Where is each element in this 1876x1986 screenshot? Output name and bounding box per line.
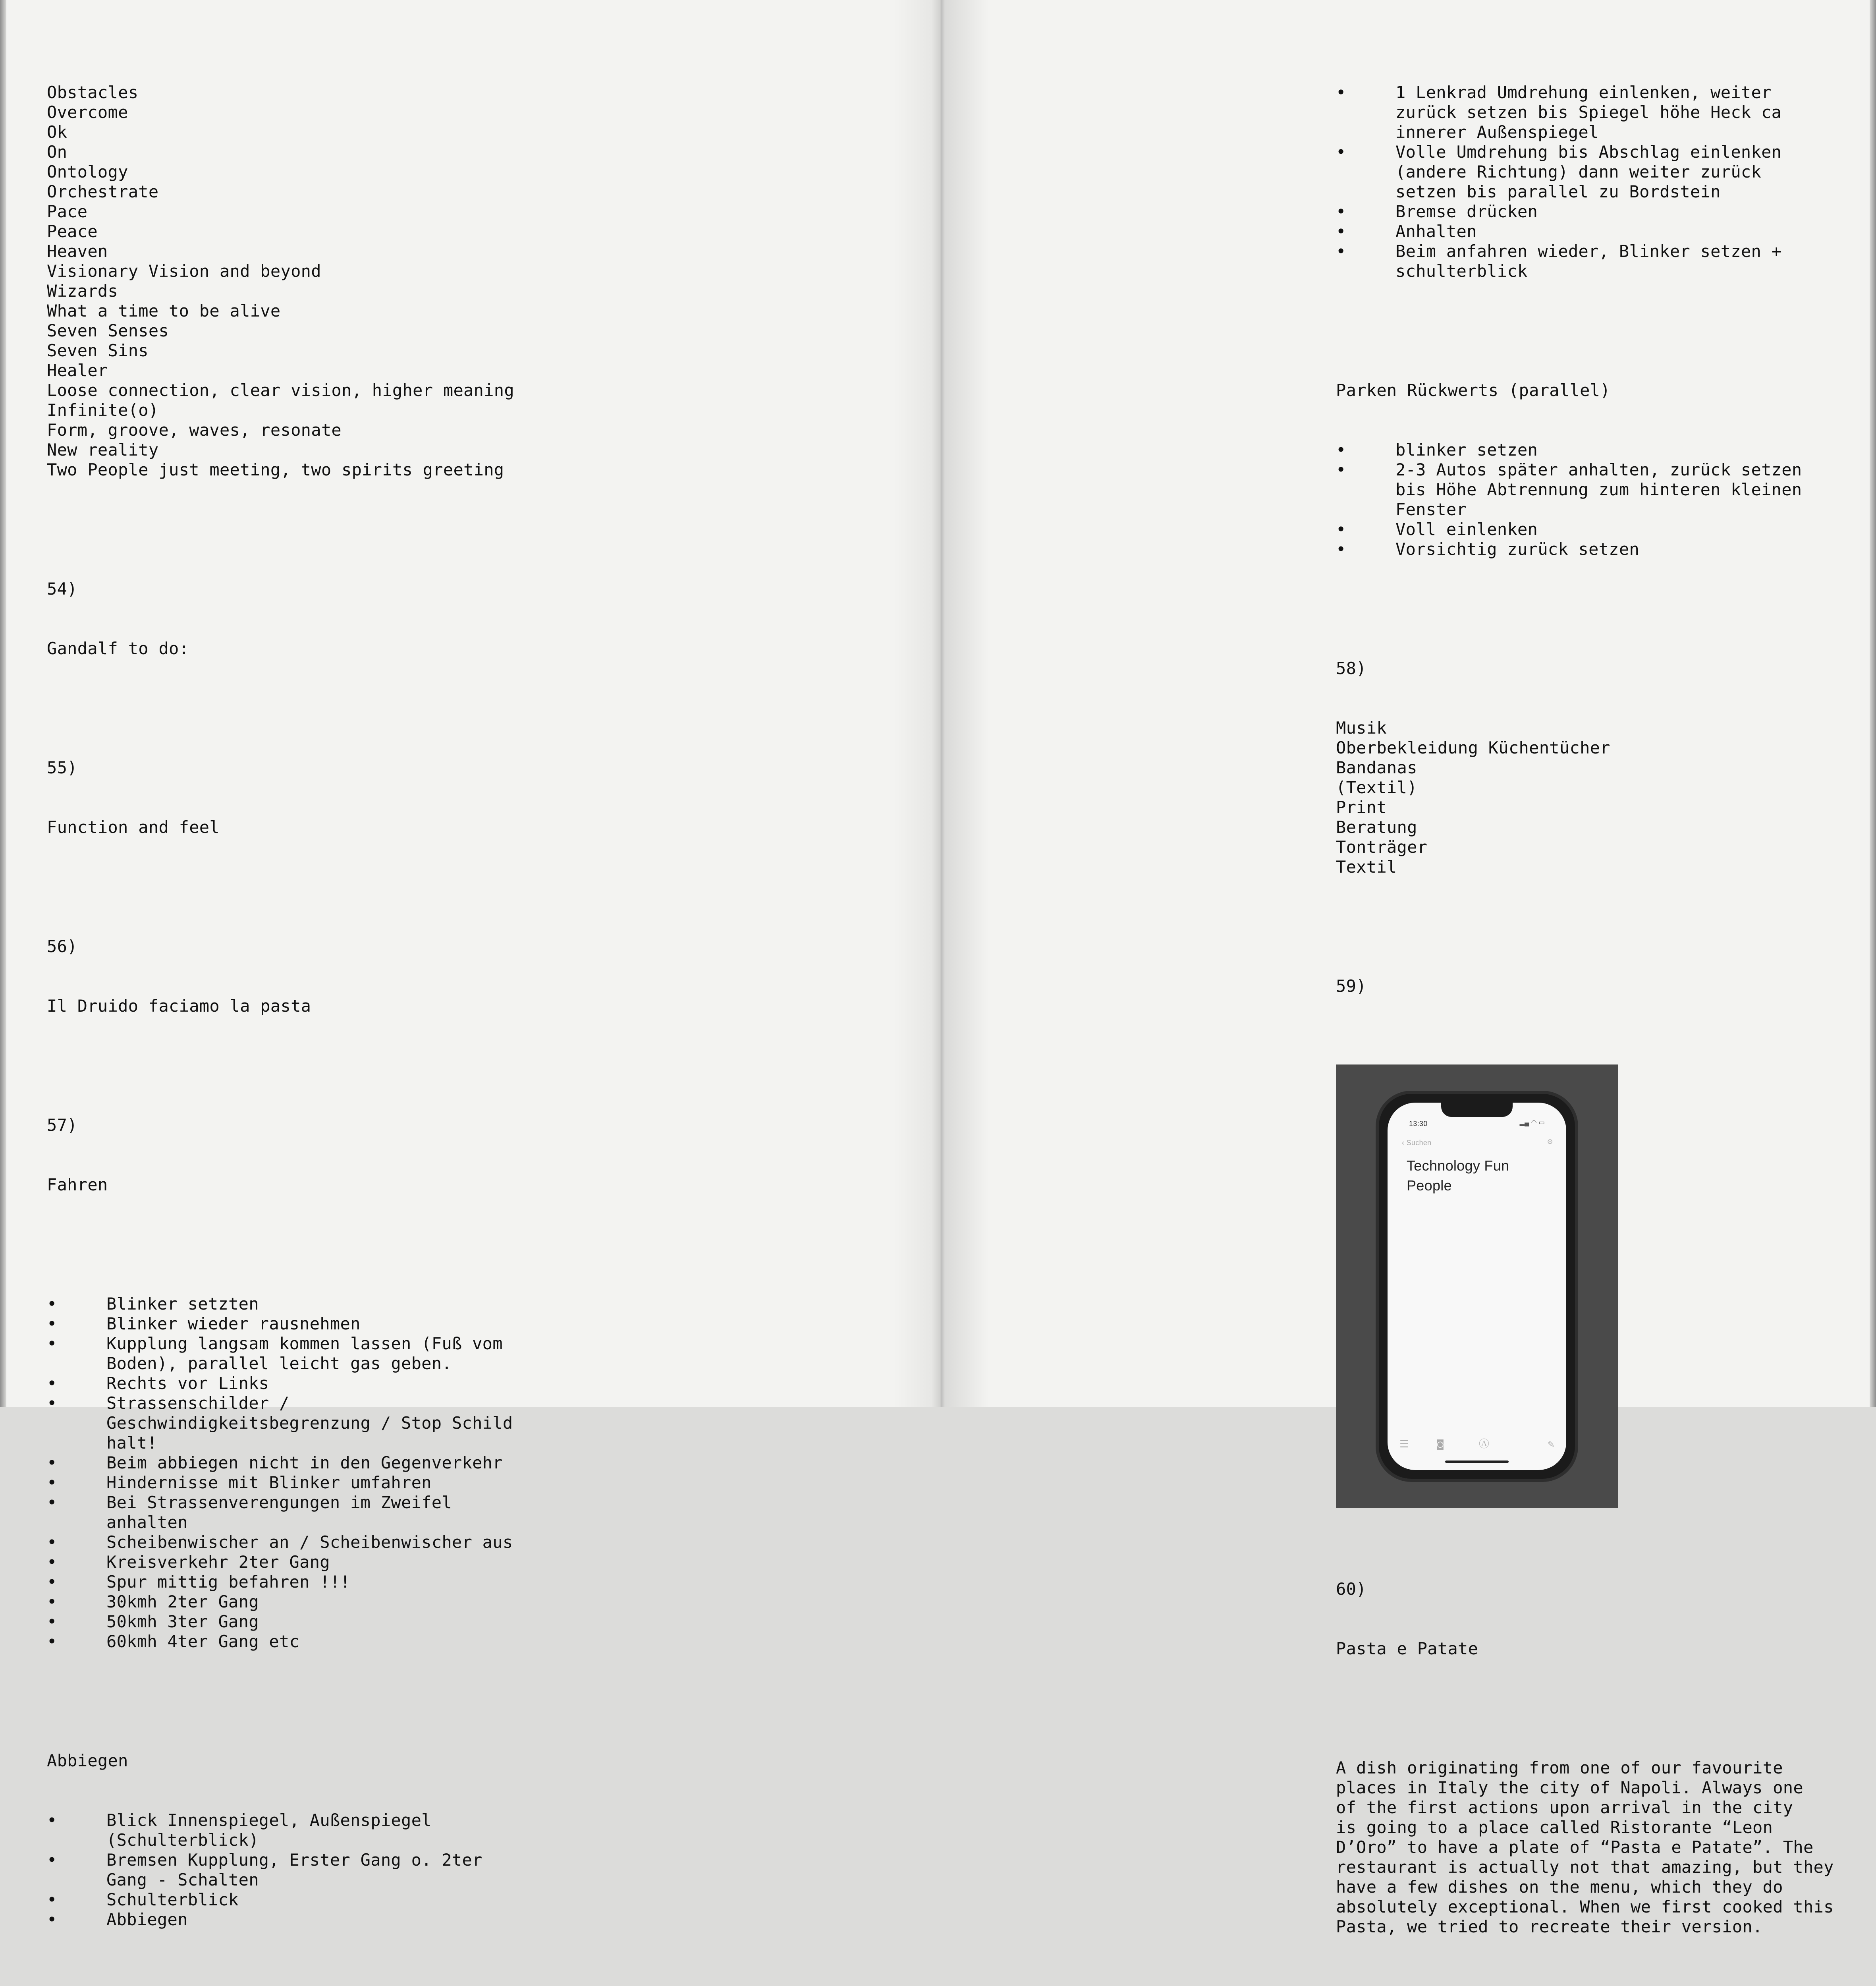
- bullet-icon: •: [1336, 222, 1346, 241]
- bullet-text: Beim abbiegen nicht in den Gegenverkehr: [106, 1453, 503, 1472]
- bullet-item: [47, 1632, 523, 1652]
- bullet-text: Vorsichtig zurück setzen: [1395, 539, 1640, 559]
- list-item: Visionary Vision and beyond: [47, 261, 321, 281]
- bullet-text: blinker setzen: [1395, 440, 1538, 460]
- bullet-item: [47, 1810, 523, 1850]
- bullet-icon: •: [1336, 202, 1346, 221]
- bullet-text: Scheibenwischer an / Scheibenwischer aus: [106, 1532, 513, 1552]
- back-link: [1402, 1133, 1431, 1153]
- section-text: Gandalf to do:: [47, 639, 189, 658]
- list-item: Beratung: [1336, 817, 1417, 837]
- list-item: Wizards: [47, 281, 118, 301]
- list-item: Two People just meeting, two spirits greeting: [47, 460, 504, 479]
- bullet-icon: •: [47, 1374, 57, 1393]
- section-number: 54): [47, 579, 77, 599]
- bullet-item: [47, 1850, 523, 1890]
- bullet-item: [47, 1334, 523, 1374]
- bullet-icon: •: [1336, 440, 1346, 460]
- bullet-text: Strassenschilder /: [106, 1393, 290, 1413]
- list-item: Loose connection, clear vision, higher meaning: [47, 381, 514, 400]
- bullet-item: [47, 1374, 523, 1393]
- bullet-text: Gang - Schalten: [106, 1870, 259, 1889]
- bullet-item: [47, 1592, 523, 1612]
- note-line: Technology Fun: [1407, 1157, 1509, 1174]
- bullet-icon: •: [47, 1393, 57, 1413]
- list-item: Healer: [47, 361, 108, 380]
- list-item: Obstacles: [47, 83, 139, 102]
- signal-wifi-battery-icon: ▂▄ ◠ ▭: [1519, 1119, 1545, 1126]
- bullet-icon: •: [47, 1552, 57, 1572]
- bullet-text: Blinker setzten: [106, 1294, 259, 1314]
- bullet-text: Bremsen Kupplung, Erster Gang o. 2ter: [106, 1850, 483, 1870]
- more-icon: ⊙: [1547, 1137, 1553, 1147]
- bullet-item: [1336, 241, 1834, 281]
- bullet-icon: •: [47, 1632, 57, 1651]
- section-number: 56): [47, 937, 77, 956]
- right-page-text: [1336, 43, 1834, 1976]
- bullet-text: Geschwindigkeitsbegrenzung / Stop Schild: [106, 1413, 513, 1433]
- paragraph-line: restaurant is actually not that amazing, but they: [1336, 1857, 1834, 1877]
- phone-photo: [1336, 1064, 1618, 1508]
- left-page-edge: [0, 0, 6, 1407]
- list-item: (Textil): [1336, 778, 1417, 797]
- note-text: [1407, 1156, 1509, 1196]
- bullet-icon: •: [47, 1294, 57, 1314]
- bullet-icon: •: [47, 1612, 57, 1631]
- bullet-icon: •: [47, 1572, 57, 1592]
- home-indicator: [1445, 1461, 1509, 1463]
- smartphone: [1376, 1091, 1578, 1482]
- list-item: Print: [1336, 798, 1387, 817]
- bullet-item: [1336, 460, 1834, 520]
- list-item: New reality: [47, 440, 159, 460]
- bullet-icon: •: [1336, 142, 1346, 162]
- bullet-list-parken-rueckwerts: [1336, 440, 1834, 559]
- section-text: Function and feel: [47, 817, 220, 837]
- bullet-item: [47, 1393, 523, 1453]
- intro-list: [47, 83, 523, 480]
- list-item: Ok: [47, 122, 68, 142]
- paragraph-line: of the first actions upon arrival in the city: [1336, 1798, 1793, 1817]
- bullet-text: Volle Umdrehung bis Abschlag einlenken: [1395, 142, 1782, 162]
- bullet-icon: •: [47, 1334, 57, 1353]
- bullet-text: 60kmh 4ter Gang etc: [106, 1632, 300, 1651]
- list-item: Tonträger: [1336, 837, 1428, 857]
- bullet-item: [1336, 539, 1834, 559]
- list-item: Oberbekleidung Küchentücher: [1336, 738, 1610, 757]
- bullet-text: Abbiegen: [106, 1910, 188, 1929]
- paragraph-line: absolutely exceptional. When we first cooked this: [1336, 1897, 1834, 1916]
- left-page-text: [47, 43, 523, 1986]
- section-number: 60): [1336, 1579, 1366, 1599]
- bullet-item: [47, 1572, 523, 1592]
- bullet-text: 1 Lenkrad Umdrehung einlenken, weiter: [1395, 83, 1772, 102]
- bullet-item: [1336, 222, 1834, 241]
- bullet-item: [1336, 142, 1834, 202]
- bullet-text: anhalten: [106, 1513, 188, 1532]
- book-gutter: [894, 0, 989, 1407]
- list-item: Form, groove, waves, resonate: [47, 420, 342, 440]
- bullet-item: [1336, 83, 1834, 142]
- bullet-text: Bremse drücken: [1395, 202, 1538, 221]
- bullet-text: Spur mittig befahren !!!: [106, 1572, 351, 1592]
- bullet-item: [47, 1473, 523, 1493]
- paragraph-line: places in Italy the city of Napoli. Always one: [1336, 1778, 1803, 1797]
- list-item: Peace: [47, 222, 98, 241]
- list-item: Seven Senses: [47, 321, 169, 340]
- section-58-lines: [1336, 718, 1834, 877]
- list-item: Overcome: [47, 102, 128, 122]
- bullet-icon: •: [47, 1850, 57, 1870]
- bullet-icon: •: [1336, 460, 1346, 479]
- status-time: 13:30: [1409, 1120, 1428, 1128]
- section-text: Il Druido faciamo la pasta: [47, 996, 311, 1016]
- list-item: Pace: [47, 202, 88, 221]
- back-label: Suchen: [1406, 1139, 1432, 1147]
- bullet-text: (Schulterblick): [106, 1830, 259, 1850]
- section-number: 55): [47, 758, 77, 777]
- list-item: Textil: [1336, 857, 1397, 877]
- list-item: Seven Sins: [47, 341, 149, 360]
- section-number: 58): [1336, 659, 1366, 678]
- bullet-icon: •: [47, 1890, 57, 1909]
- bullet-item: [1336, 202, 1834, 222]
- bullet-icon: •: [47, 1493, 57, 1512]
- bullet-text: Blick Innenspiegel, Außenspiegel: [106, 1810, 432, 1830]
- list-item: Orchestrate: [47, 182, 159, 201]
- bullet-item: [47, 1552, 523, 1572]
- bullet-text: 30kmh 2ter Gang: [106, 1592, 259, 1611]
- phone-screen: [1388, 1103, 1566, 1470]
- bullet-text: Fenster: [1395, 500, 1467, 519]
- bullet-item: [47, 1314, 523, 1334]
- bullet-text: innerer Außenspiegel: [1395, 122, 1599, 142]
- bullet-text: Blinker wieder rausnehmen: [106, 1314, 361, 1333]
- bullet-text: (andere Richtung) dann weiter zurück: [1395, 162, 1762, 182]
- list-item: Musik: [1336, 718, 1387, 738]
- bullet-text: setzen bis parallel zu Bordstein: [1395, 182, 1721, 201]
- camera-icon: ◙: [1437, 1438, 1444, 1450]
- bullet-text: Voll einlenken: [1395, 520, 1538, 539]
- bullet-text: 2-3 Autos später anhalten, zurück setzen: [1395, 460, 1802, 479]
- right-page-edge: [1870, 0, 1876, 1407]
- section-title: Fahren: [47, 1175, 108, 1194]
- list-item: Bandanas: [1336, 758, 1417, 777]
- bullet-item: [47, 1453, 523, 1473]
- phone-notch: [1441, 1103, 1513, 1117]
- bullet-text: Rechts vor Links: [106, 1374, 269, 1393]
- bullet-text: Beim anfahren wieder, Blinker setzen +: [1395, 241, 1782, 261]
- bullet-item: [47, 1910, 523, 1930]
- bullet-icon: •: [47, 1592, 57, 1611]
- paragraph-line: is going to a place called Ristorante “Leon: [1336, 1818, 1773, 1837]
- notes-toolbar: [1399, 1434, 1554, 1450]
- bullet-text: schulterblick: [1395, 261, 1528, 281]
- bullet-item: [47, 1532, 523, 1552]
- bullet-item: [1336, 520, 1834, 539]
- list-item: What a time to be alive: [47, 301, 281, 321]
- bullet-icon: •: [47, 1910, 57, 1929]
- bullet-icon: •: [47, 1532, 57, 1552]
- bullet-list-abbiegen: [47, 1810, 523, 1930]
- compose-icon: ✎: [1548, 1438, 1554, 1450]
- paragraph-line: have a few dishes on the menu, which they do: [1336, 1877, 1783, 1897]
- bullet-text: Bei Strassenverengungen im Zweifel: [106, 1493, 452, 1512]
- section-number: 59): [1336, 976, 1366, 996]
- bullet-item: [47, 1612, 523, 1632]
- bullet-text: Schulterblick: [106, 1890, 239, 1909]
- bullet-item: [47, 1493, 523, 1532]
- bullet-text: Kupplung langsam kommen lassen (Fuß vom: [106, 1334, 503, 1353]
- bullet-item: [1336, 440, 1834, 460]
- bullet-text: Boden), parallel leicht gas geben.: [106, 1354, 452, 1373]
- note-line: People: [1407, 1177, 1452, 1194]
- bullet-icon: •: [47, 1473, 57, 1492]
- subsection-title: Abbiegen: [47, 1751, 128, 1770]
- subsection-title: Parken Rückwerts (parallel): [1336, 381, 1610, 400]
- paragraph-line: A dish originating from one of our favourite: [1336, 1758, 1783, 1777]
- bullet-icon: •: [1336, 539, 1346, 559]
- bullet-text: Kreisverkehr 2ter Gang: [106, 1552, 330, 1572]
- bullet-item: [47, 1890, 523, 1910]
- paragraph-line: Pasta, we tried to recreate their version.: [1336, 1917, 1763, 1936]
- list-item: Infinite(o): [47, 400, 159, 420]
- bullet-icon: •: [47, 1314, 57, 1333]
- bullet-icon: •: [1336, 83, 1346, 102]
- list-item: Heaven: [47, 241, 108, 261]
- checklist-icon: ☰: [1399, 1438, 1409, 1450]
- bullet-text: halt!: [106, 1433, 157, 1453]
- bullet-text: Hindernisse mit Blinker umfahren: [106, 1473, 432, 1492]
- bullet-text: 50kmh 3ter Gang: [106, 1612, 259, 1631]
- section-title: Pasta e Patate: [1336, 1639, 1478, 1658]
- bullet-icon: •: [47, 1810, 57, 1830]
- bullet-text: bis Höhe Abtrennung zum hinteren kleinen: [1395, 480, 1802, 499]
- bullet-icon: •: [47, 1453, 57, 1472]
- section-number: 57): [47, 1115, 77, 1135]
- bullet-text: Anhalten: [1395, 222, 1477, 241]
- markup-icon: Ⓐ: [1479, 1438, 1490, 1450]
- bullet-icon: •: [1336, 241, 1346, 261]
- bullet-list-fahren: [47, 1294, 523, 1652]
- bullet-item: [47, 1294, 523, 1314]
- section-60-paragraph: [1336, 1758, 1834, 1937]
- chevron-left-icon: ‹: [1402, 1139, 1407, 1147]
- paragraph-line: D’Oro” to have a plate of “Pasta e Patate”. The: [1336, 1837, 1814, 1857]
- list-item: Ontology: [47, 162, 128, 182]
- bullet-list-continued: [1336, 83, 1834, 281]
- bullet-text: zurück setzen bis Spiegel höhe Heck ca: [1395, 102, 1782, 122]
- list-item: On: [47, 142, 68, 162]
- bullet-icon: •: [1336, 520, 1346, 539]
